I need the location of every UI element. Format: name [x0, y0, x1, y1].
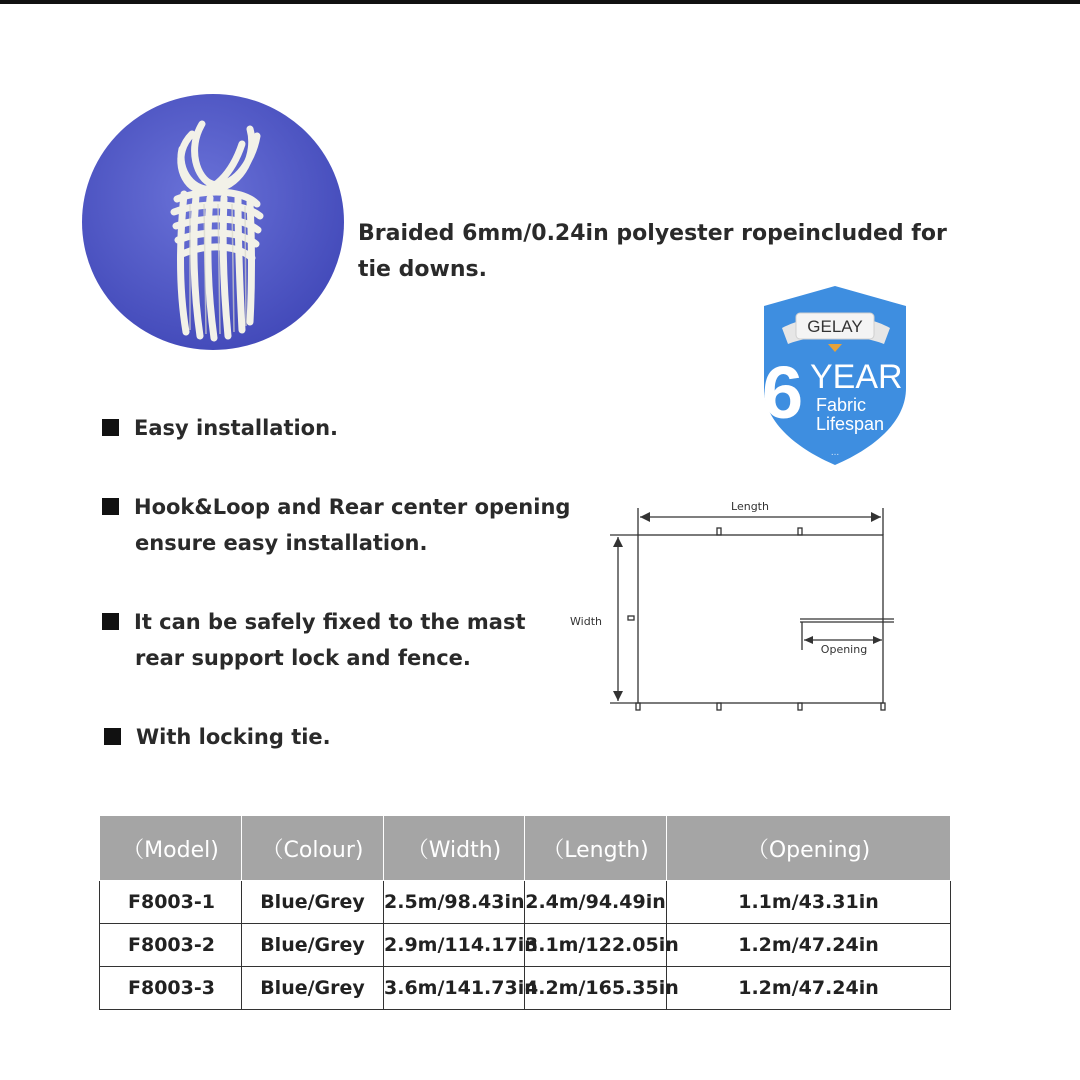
bullet-square-icon [102, 498, 119, 515]
header-colour: （Colour) [242, 816, 384, 881]
rope-product-image [82, 94, 344, 350]
feature-item-4 [104, 719, 331, 755]
table-row [100, 967, 951, 1010]
cell-opening: 1.1m/43.31in [667, 881, 951, 924]
bullet-square-icon [104, 728, 121, 745]
cell-model: F8003-2 [100, 924, 242, 967]
badge-line2: Lifespan [816, 414, 885, 434]
warranty-badge [752, 278, 918, 474]
header-model: （Model) [100, 816, 242, 881]
top-border [0, 0, 1080, 4]
badge-brand: GELAY [807, 317, 863, 336]
length-label: Length [731, 500, 769, 513]
feature-text: Hook&Loop and Rear center opening [134, 495, 571, 519]
rope-caption: Braided 6mm/0.24in polyester ropeincluded for tie downs. [358, 221, 947, 282]
opening-label: Opening [820, 643, 868, 656]
cell-width: 2.5m/98.43in [384, 881, 525, 924]
cell-colour: Blue/Grey [242, 881, 384, 924]
badge-line1: Fabric [816, 395, 867, 415]
badge-dots: ... [830, 447, 840, 458]
cell-model: F8003-3 [100, 967, 242, 1010]
badge-year: YEAR [810, 358, 903, 396]
feature-text: rear support lock and fence. [135, 646, 471, 670]
feature-text: ensure easy installation. [135, 531, 428, 555]
cell-length: 2.4m/94.49in [525, 881, 667, 924]
cell-colour: Blue/Grey [242, 967, 384, 1010]
width-label: Width [570, 615, 602, 628]
cell-length: 4.2m/165.35in [525, 967, 667, 1010]
bullet-square-icon [102, 419, 119, 436]
header-length: （Length) [525, 816, 667, 881]
table-row [100, 881, 951, 924]
table-row [100, 924, 951, 967]
cell-opening: 1.2m/47.24in [667, 967, 951, 1010]
cell-width: 3.6m/141.73in [384, 967, 525, 1010]
header-width: （Width) [384, 816, 525, 881]
dimension-diagram [560, 490, 920, 720]
spec-table [99, 815, 951, 1010]
cell-length: 3.1m/122.05in [525, 924, 667, 967]
feature-text: It can be safely fixed to the mast [134, 610, 526, 634]
header-opening: （Opening) [667, 816, 951, 881]
cell-colour: Blue/Grey [242, 924, 384, 967]
badge-number: 6 [762, 351, 804, 434]
feature-text: Easy installation. [134, 416, 339, 440]
feature-text: With locking tie. [136, 725, 331, 749]
cell-model: F8003-1 [100, 881, 242, 924]
cell-opening: 1.2m/47.24in [667, 924, 951, 967]
feature-item-2 [102, 489, 570, 561]
table-header-row [100, 816, 951, 881]
feature-item-3 [102, 604, 525, 676]
cell-width: 2.9m/114.17in [384, 924, 525, 967]
feature-item-1 [102, 410, 338, 446]
bullet-square-icon [102, 613, 119, 630]
